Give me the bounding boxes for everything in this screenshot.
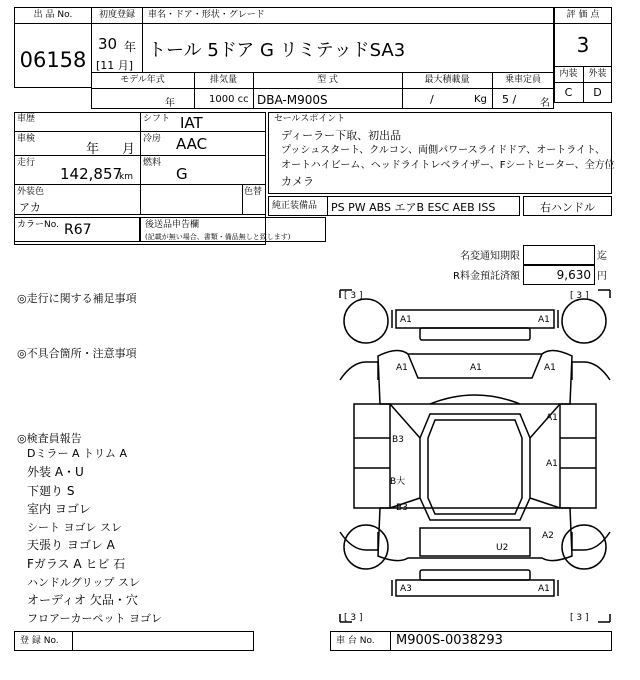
inspector-line-2: 外装 A・U	[27, 465, 84, 479]
ac-label: 冷房	[143, 134, 162, 144]
type: DBA-M900S	[257, 93, 328, 107]
tire-rear-left	[344, 525, 388, 569]
damage-mark: A1	[396, 363, 408, 373]
recycle-value: 9,630	[556, 268, 591, 282]
capacity-unit: 名	[540, 98, 550, 109]
model-year-unit: 年	[165, 98, 175, 109]
exterior-grade: D	[593, 86, 602, 99]
wheel-tag-front-left: [ 3 ]	[344, 291, 363, 301]
inspector-line-5: シート ヨゴレ スレ	[27, 521, 122, 534]
damage-mark: A1	[538, 584, 550, 594]
sales-line-2: プッシュスタート、クルコン、両側パワースライドドア、オートライト、	[281, 145, 605, 156]
load-label: 最大積載量	[424, 75, 470, 85]
inspector-line-7: Fガラス A ヒビ 石	[27, 557, 126, 571]
name-change-label: 名変通知期限	[460, 251, 520, 262]
load: /	[430, 93, 434, 106]
wheel-tag-rear-right: [ 3 ]	[570, 613, 589, 623]
reg-no-label: 登 録 No.	[20, 636, 59, 646]
displacement: 1000 cc	[209, 94, 249, 105]
ac: AAC	[176, 135, 208, 153]
ext-color: アカ	[19, 201, 41, 214]
damage-mark: A1	[538, 315, 550, 325]
inspector-line-8: ハンドルグリップ スレ	[27, 576, 140, 589]
damage-marks	[390, 315, 558, 594]
car-damage-diagram	[338, 288, 612, 624]
type-label: 型 式	[317, 75, 338, 85]
inspector-label: ◎検査員報告	[17, 432, 82, 445]
damage-mark: B3	[392, 435, 404, 445]
damage-mark: A1	[546, 459, 558, 469]
damage-mark: A3	[400, 584, 412, 594]
wheel-tag-front-right: [ 3 ]	[570, 291, 589, 301]
ext-color-label: 外装色	[17, 187, 45, 197]
first-reg-label: 初度登録	[98, 10, 135, 20]
damage-mark: B大	[390, 477, 406, 487]
driving-remarks-label: ◎走行に関する補足事項	[17, 292, 137, 305]
first-reg-year: 30	[98, 35, 118, 53]
recycle-unit: 円	[597, 271, 607, 282]
inspector-line-10: フロアーカーペット ヨゴレ	[27, 612, 162, 625]
car-name-label: 車名・ドア・形状・グレード	[148, 10, 265, 20]
damage-mark: U2	[496, 543, 509, 553]
damage-mark: A1	[470, 363, 482, 373]
damage-mark: A1	[544, 363, 556, 373]
history-label: 車歴	[17, 114, 36, 124]
interior-grade: C	[564, 86, 573, 99]
name-change-unit: 迄	[597, 251, 607, 262]
recycle-label: R料金預託済額	[453, 271, 520, 282]
tire-front-left	[344, 299, 388, 343]
damage-mark: A1	[400, 315, 412, 325]
color-no-label: カラーNo.	[17, 220, 59, 230]
color-no: R67	[64, 222, 92, 238]
car-name: トール 5ドア G リミテッドSA3	[148, 40, 406, 61]
first-reg-year-unit: 年	[124, 40, 137, 54]
score-value: 3	[576, 33, 590, 57]
inspection-label: 車検	[17, 134, 36, 144]
inspector-line-1: Dミラー A トリム A	[27, 447, 128, 460]
inspector-line-6: 天張り ヨゴレ A	[27, 538, 115, 552]
displacement-label: 排気量	[209, 75, 237, 85]
sales-label: セールスポイント	[274, 114, 346, 124]
equipment-label: 純正装備品	[272, 201, 318, 211]
model-year-label: モデル年式	[120, 75, 165, 85]
interior-label: 内装	[559, 69, 578, 79]
tire-rear-right	[562, 525, 606, 569]
damage-mark: A2	[542, 531, 554, 541]
mileage-label: 走行	[17, 158, 36, 168]
shift-label: シフト	[143, 114, 171, 124]
inspector-line-4: 室内 ヨゴレ	[27, 502, 91, 516]
wheel-tag-rear-left: [ 3 ]	[344, 613, 363, 623]
equipment-items: PS PW ABS エアB ESC AEB ISS	[331, 201, 496, 214]
fuel: G	[176, 165, 188, 183]
mileage: 142,857	[60, 165, 123, 183]
handle: 右ハンドル	[540, 201, 595, 214]
capacity-label: 乗車定員	[504, 75, 541, 85]
lot-no: 06158	[19, 48, 87, 72]
inspection-month: 月	[122, 142, 136, 157]
chassis-no-value: M900S-0038293	[396, 633, 503, 648]
inspector-line-9: オーディオ 欠品・穴	[27, 593, 138, 607]
tire-front-right	[562, 299, 606, 343]
sales-line-4: カメラ	[281, 175, 314, 188]
sales-line-1: ディーラー下取、初出品	[281, 129, 402, 142]
load-unit: Kg	[474, 94, 487, 105]
damage-mark: B3	[396, 503, 408, 513]
name-change-value	[523, 245, 595, 265]
later-label: 後送品申告欄	[145, 220, 200, 230]
defect-remarks-label: ◎不具合箇所・注意事項	[17, 347, 137, 360]
lot-no-label: 出 品 No.	[33, 10, 73, 20]
exterior-label: 外装	[588, 69, 607, 79]
inspection-year: 年	[86, 142, 100, 157]
later-note: (記載が無い場合、書類・備品無しと致します)	[145, 233, 291, 241]
capacity: 5 /	[502, 93, 517, 106]
sales-line-3: オートハイビーム、ヘッドライトレベライザー、Fシートヒーター、全方位	[281, 160, 615, 171]
color-change-label: 色替	[244, 187, 263, 197]
shift: IAT	[180, 114, 203, 132]
wheel-tags	[344, 291, 588, 623]
fuel-label: 燃料	[143, 158, 162, 168]
first-reg-month: [11 月]	[96, 59, 134, 72]
inspector-line-3: 下廻り S	[27, 484, 75, 498]
car-diagram-svg	[338, 288, 612, 624]
mileage-unit: km	[119, 172, 133, 182]
chassis-no-label: 車 台 No.	[336, 636, 375, 646]
score-label: 評 価 点	[566, 10, 600, 20]
damage-mark: A1	[546, 413, 558, 423]
